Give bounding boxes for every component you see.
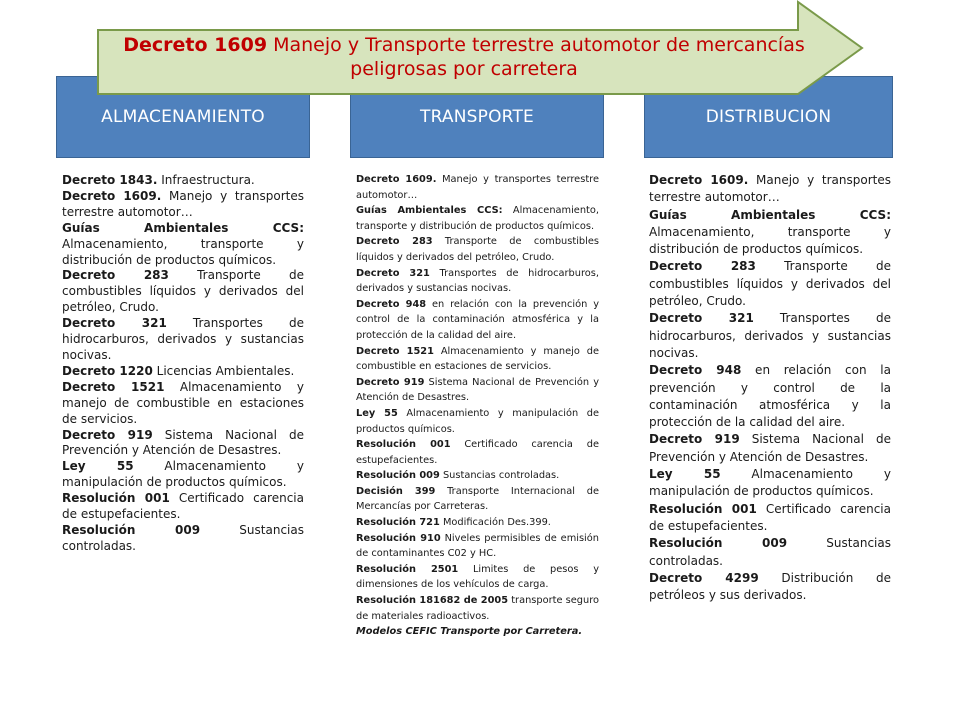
regulation-code: Decreto 283 <box>356 236 433 248</box>
regulation-description: Transporte Internacional de Mercancías por Carreteras. <box>356 485 599 513</box>
regulation-description: Sustancias controladas. <box>62 522 304 553</box>
regulation-code: Decreto 4299 <box>649 570 759 585</box>
regulation-entry <box>62 364 304 380</box>
distribucion-regulations <box>649 172 891 604</box>
regulation-entry <box>356 484 599 515</box>
regulation-entry <box>62 428 304 460</box>
regulation-description: Manejo y transportes terrestre automotor… <box>356 174 599 201</box>
regulation-code: Ley 55 <box>62 459 134 474</box>
regulation-description: Transporte de combustibles líquidos y derivados del petróleo, Crudo. <box>649 259 891 309</box>
regulation-code: Guías Ambientales CCS: <box>356 205 503 217</box>
regulation-code: Resolución 721 <box>356 517 440 529</box>
regulation-entry <box>62 380 304 428</box>
regulation-code: Decreto 1609. <box>649 173 749 187</box>
regulation-entry <box>649 207 891 259</box>
regulation-code: Decreto 1521 <box>356 345 434 357</box>
regulation-code: Resolución 2501 <box>356 563 459 575</box>
regulation-entry <box>62 221 304 269</box>
regulation-description: Modificación Des.399. <box>439 517 551 529</box>
regulation-entry <box>356 203 599 234</box>
regulation-description: Sustancias controladas. <box>439 470 560 482</box>
regulation-entry <box>356 624 599 640</box>
regulation-entry <box>356 562 599 593</box>
regulation-description: Certificado carencia de estupefacientes. <box>356 439 599 466</box>
regulation-code: Decreto 948 <box>649 363 742 378</box>
regulation-description: Almacenamiento y manejo de combustible en estaciones de servicios. <box>62 379 304 426</box>
regulation-code: Decreto 948 <box>356 298 427 310</box>
regulation-description: Transporte de combustibles líquidos y derivados del petróleo, Crudo. <box>356 236 599 263</box>
regulation-code: Decreto 321 <box>356 267 430 279</box>
banner-title <box>96 33 832 81</box>
regulation-entry <box>649 501 891 536</box>
regulation-entry <box>356 515 599 531</box>
regulation-description: Transportes de hidrocarburos, derivados y sustancias nocivas. <box>62 316 304 362</box>
regulation-code: Decreto 321 <box>62 316 167 331</box>
regulation-description: Certificado carencia de estupefacientes. <box>62 491 304 522</box>
regulation-code: Resolución 910 <box>356 532 441 544</box>
regulation-entry <box>649 258 891 310</box>
regulation-entry <box>356 531 599 562</box>
regulation-code: Decreto 919 <box>356 376 425 388</box>
regulation-entry <box>62 459 304 491</box>
regulation-code: Resolución 009 <box>356 470 440 482</box>
regulation-description: en relación con la prevención y control de la contaminación atmosférica y la protección de la calidad del aire. <box>356 298 599 341</box>
regulation-entry <box>649 362 891 431</box>
regulation-description: Transportes de hidrocarburos, derivados y sustancias nocivas. <box>356 267 599 295</box>
regulation-code: Decreto 1609. <box>356 174 437 185</box>
regulation-entry <box>356 266 599 297</box>
regulation-entry <box>62 268 304 316</box>
regulation-code: Resolución 181682 de 2005 <box>356 595 509 607</box>
regulation-description: Sistema Nacional de Prevención y Atención de Desastres. <box>356 376 599 404</box>
regulation-description: Almacenamiento, transporte y distribución de productos químicos. <box>356 205 599 232</box>
banner-title-rest: Manejo y Transporte terrestre automotor de mercancías peligrosas por carretera <box>267 34 805 80</box>
regulation-description: Transportes de hidrocarburos, derivados y sustancias nocivas. <box>649 311 891 360</box>
regulation-code: Decreto 283 <box>62 268 169 283</box>
regulation-code: Resolución 001 <box>356 439 451 451</box>
regulation-code: Decreto 1609. <box>62 188 162 203</box>
regulation-code: Guías Ambientales CCS: <box>62 220 304 235</box>
regulation-code: Resolución 009 <box>62 522 201 537</box>
regulation-description: Almacenamiento y manejo de combustible en estaciones de servicios. <box>356 345 599 373</box>
regulation-entry <box>649 466 891 501</box>
regulation-description: Certificado carencia de estupefacientes. <box>649 501 891 533</box>
regulation-description: Distribución de petróleos y sus derivados. <box>649 570 892 603</box>
regulation-entry <box>649 570 891 605</box>
regulation-code: Decreto 1521 <box>62 379 165 394</box>
regulation-entry <box>62 189 304 221</box>
regulation-code: Decreto 321 <box>649 311 754 326</box>
regulation-entry <box>356 593 599 624</box>
regulation-code: Resolución 001 <box>62 491 170 506</box>
regulation-code: Guías Ambientales CCS: <box>649 207 891 222</box>
almacenamiento-regulations <box>62 173 304 555</box>
regulation-description: Almacenamiento y manipulación de productos químicos. <box>356 407 599 435</box>
regulation-description: en relación con la prevención y control de la contaminación atmosférica y la protección de la calidad del aire. <box>649 363 891 430</box>
regulation-description: Almacenamiento, transporte y distribución de productos químicos. <box>62 236 304 267</box>
regulation-entry <box>62 523 304 555</box>
regulation-entry <box>649 172 891 207</box>
regulation-description: Almacenamiento, transporte y distribución de productos químicos. <box>649 224 891 257</box>
regulation-description: Sistema Nacional de Prevención y Atención de Desastres. <box>62 427 304 458</box>
regulation-code: Decreto 919 <box>649 432 740 447</box>
regulation-entry <box>356 437 599 468</box>
regulation-entry <box>356 406 599 437</box>
header-label: TRANSPORTE <box>420 107 534 127</box>
transporte-regulations <box>356 172 599 640</box>
regulation-description: Licencias Ambientales. <box>152 363 295 378</box>
regulation-entry <box>356 234 599 265</box>
regulation-entry <box>62 316 304 364</box>
regulation-description: Almacenamiento y manipulación de productos químicos. <box>649 467 891 499</box>
regulation-code: Decreto 1220 <box>62 363 153 378</box>
regulation-entry <box>356 297 599 344</box>
regulation-entry <box>649 431 891 466</box>
regulation-entry <box>356 375 599 406</box>
regulation-description: Limites de pesos y dimensiones de los vehículos de carga. <box>356 563 599 591</box>
regulation-code: Resolución 009 <box>649 536 788 551</box>
regulation-entry <box>356 468 599 484</box>
regulation-code: Modelos CEFIC Transporte por Carretera. <box>356 626 583 638</box>
regulation-description: Sustancias controladas. <box>649 536 891 568</box>
regulation-description: Sistema Nacional de Prevención y Atención de Desastres. <box>649 432 891 464</box>
regulation-code: Decisión 399 <box>356 485 436 497</box>
regulation-code: Decreto 283 <box>649 259 756 274</box>
regulation-entry <box>649 310 891 362</box>
decree-1609-banner-arrow <box>96 0 866 96</box>
header-label: DISTRIBUCION <box>705 107 832 127</box>
regulation-code: Decreto 1843. <box>62 173 158 187</box>
regulation-entry <box>62 173 304 189</box>
regulation-code: Resolución 001 <box>649 501 757 516</box>
regulation-entry <box>356 344 599 375</box>
banner-title-bold: Decreto 1609 <box>123 34 268 56</box>
regulation-description: Manejo y transportes terrestre automotor… <box>649 173 892 205</box>
regulation-description: Niveles permisibles de emisión de contaminantes C02 y HC. <box>356 532 599 560</box>
regulation-description: transporte seguro de materiales radioactivos. <box>356 595 600 622</box>
regulation-description: Almacenamiento y manipulación de productos químicos. <box>62 459 304 490</box>
header-label: ALMACENAMIENTO <box>101 107 265 127</box>
regulation-entry <box>62 491 304 523</box>
regulation-code: Ley 55 <box>356 407 398 419</box>
regulation-code: Ley 55 <box>649 467 721 482</box>
regulation-entry <box>649 535 891 570</box>
regulation-description: Transporte de combustibles líquidos y derivados del petróleo, Crudo. <box>62 268 304 315</box>
regulation-description: Infraestructura. <box>157 173 255 187</box>
regulation-entry <box>356 172 599 203</box>
regulation-description: Manejo y transportes terrestre automotor… <box>62 188 305 219</box>
regulation-code: Decreto 919 <box>62 427 153 442</box>
